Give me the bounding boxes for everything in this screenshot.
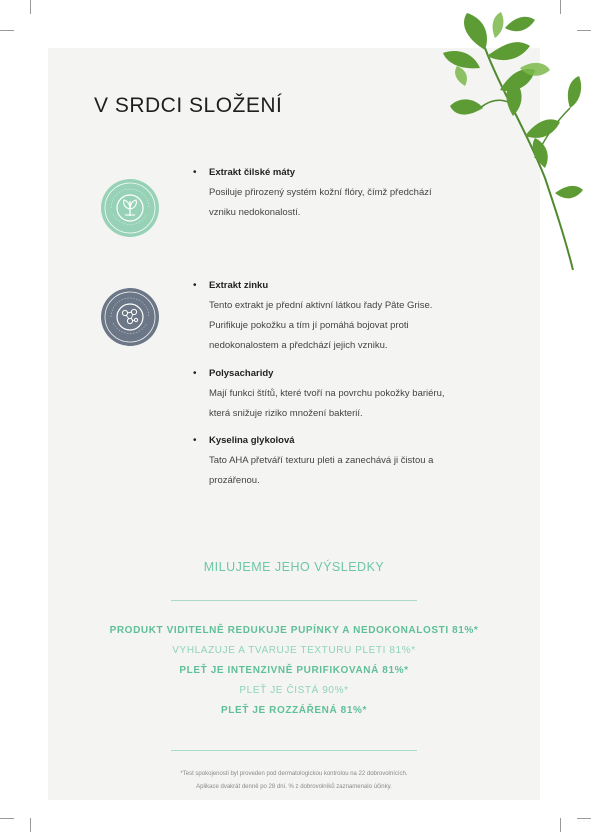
crop-mark (577, 818, 591, 819)
result-line: PLEŤ JE INTENZIVNĚ PURIFIKOVANÁ 81%* (179, 665, 409, 676)
result-line: PLEŤ JE ČISTÁ 90%* (239, 685, 349, 696)
footnote-line: *Test spokojenosti byl proveden pod dermatologickou kontrolou na 22 dobrovolnících. (180, 771, 408, 777)
bullet: • (193, 167, 197, 178)
bullet: • (193, 435, 197, 446)
ingredient-description (209, 451, 494, 491)
divider (171, 600, 417, 601)
footnote (48, 768, 540, 794)
description-line: Mají funkci štítů, které tvoří na povrchu pokožky bariéru, (209, 388, 445, 399)
results-list (48, 621, 540, 721)
description-line: Purifikuje pokožku a tím jí pomáhá bojovat proti (209, 320, 409, 331)
ingredient-item (193, 276, 494, 356)
ingredient-name: Polysacharidy (209, 368, 274, 379)
footnote-line: Aplikace dvakrát denně po 28 dní. % z dobrovolníků zaznamenalo účinky. (196, 784, 392, 790)
mint-sprig-illustration (405, 8, 585, 273)
description-line: Tato AHA přetváří texturu pleti a zanechává ji čistou a (209, 455, 434, 466)
description-line: vzniku nedokonalostí. (209, 207, 301, 218)
divider (171, 750, 417, 751)
ingredient-name: Extrakt čilské máty (209, 167, 296, 178)
description-line: Tento extrakt je přední aktivní látkou řady Pâte Grise. (209, 300, 433, 311)
crop-mark (0, 30, 14, 31)
result-line: PRODUKT VIDITELNĚ REDUKUJE PUPÍNKY A NEDOKONALOSTI 81%* (109, 625, 479, 636)
floral-medicine-badge (101, 179, 159, 237)
ingredient-name: Extrakt zinku (209, 280, 269, 291)
results-heading: MILUJEME JEHO VÝSLEDKY (203, 560, 385, 574)
ingredient-name: Kyselina glykolová (209, 435, 295, 446)
crop-mark (0, 818, 14, 819)
ingredient-description (209, 384, 494, 424)
description-line: která snižuje riziko množení bakterií. (209, 408, 363, 419)
crop-mark (30, 818, 31, 832)
crop-mark (30, 0, 31, 14)
bullet: • (193, 368, 197, 379)
description-line: prozářenou. (209, 475, 260, 486)
active-ingredient-badge (101, 288, 159, 346)
ingredient-item (193, 364, 494, 424)
molecule-icon (101, 288, 159, 346)
crop-mark (560, 818, 561, 832)
ingredient-description (209, 296, 494, 356)
leaf-in-circle-icon (101, 179, 159, 237)
description-line: Posiluje přirozený systém kožní flóry, čímž předchází (209, 187, 432, 198)
page-title: V SRDCI SLOŽENÍ (94, 94, 283, 117)
ingredient-item (193, 431, 494, 491)
result-line: PLEŤ JE ROZZÁŘENÁ 81%* (220, 705, 367, 716)
description-line: nedokonalostem a předchází jejich vzniku. (209, 340, 388, 351)
result-line: VYHLAZUJE A TVARUJE TEXTURU PLETI 81%* (172, 645, 416, 656)
bullet: • (193, 280, 197, 291)
